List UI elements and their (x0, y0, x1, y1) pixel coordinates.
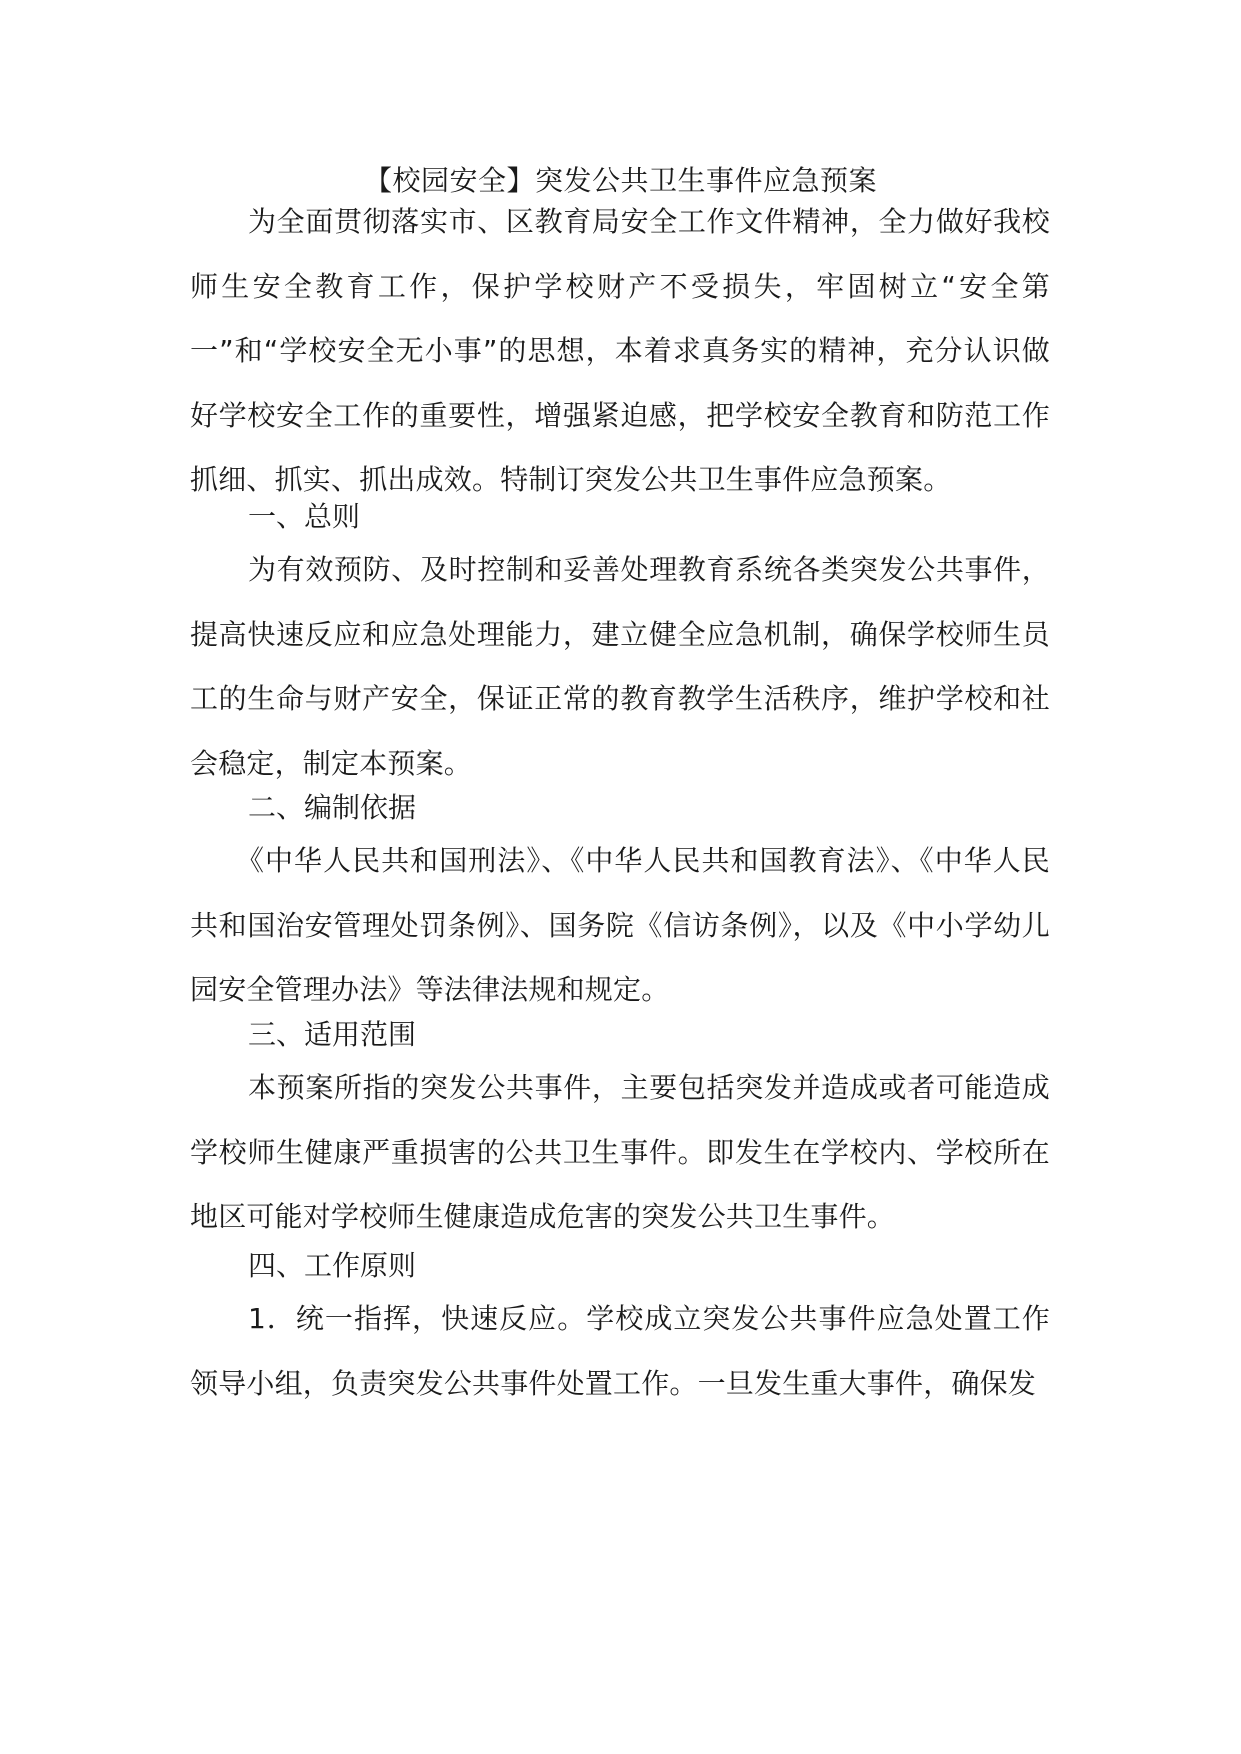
section-heading-principles: 四、工作原则 (248, 1249, 417, 1282)
document-title: 【校园安全】突发公共卫生事件应急预案 (363, 164, 877, 197)
section-heading-basis: 二、编制依据 (248, 791, 417, 824)
section-body-scope: 本预案所指的突发公共事件，主要包括突发并造成或者可能造成学校师生健康严重损害的公共卫生事件。即发生在学校内、学校所在地区可能对学校师生健康造成危害的突发公共卫生事件。 (190, 1071, 1050, 1233)
section-heading-scope: 三、适用范围 (248, 1018, 417, 1051)
section-body-principles: 1．统一指挥，快速反应。学校成立突发公共事件应急处置工作领导小组，负责突发公共事件处置工作。一旦发生重大事件，确保发 (190, 1302, 1050, 1400)
section-heading-general: 一、总则 (248, 500, 361, 533)
section-body-general: 为有效预防、及时控制和妥善处理教育系统各类突发公共事件，提高快速反应和应急处理能力，建立健全应急机制，确保学校师生员工的生命与财产安全，保证正常的教育教学生活秩序，维护学校和社会稳定，制定本预案。 (190, 553, 1050, 780)
section-body-basis: 《中华人民共和国刑法》、《中华人民共和国教育法》、《中华人民共和国治安管理处罚条例》、国务院《信访条例》，以及《中小学幼儿园安全管理办法》等法律法规和规定。 (190, 844, 1050, 1006)
intro-paragraph: 为全面贯彻落实市、区教育局安全工作文件精神，全力做好我校师生安全教育工作，保护学校财产不受损失，牢固树立“安全第一”和“学校安全无小事”的思想，本着求真务实的精神，充分认识做好学校安全工作的重要性，增强紧迫感，把学校安全教育和防范工作抓细、抓实、抓出成效。特制订突发公共卫生事件应急预案。 (190, 205, 1050, 496)
